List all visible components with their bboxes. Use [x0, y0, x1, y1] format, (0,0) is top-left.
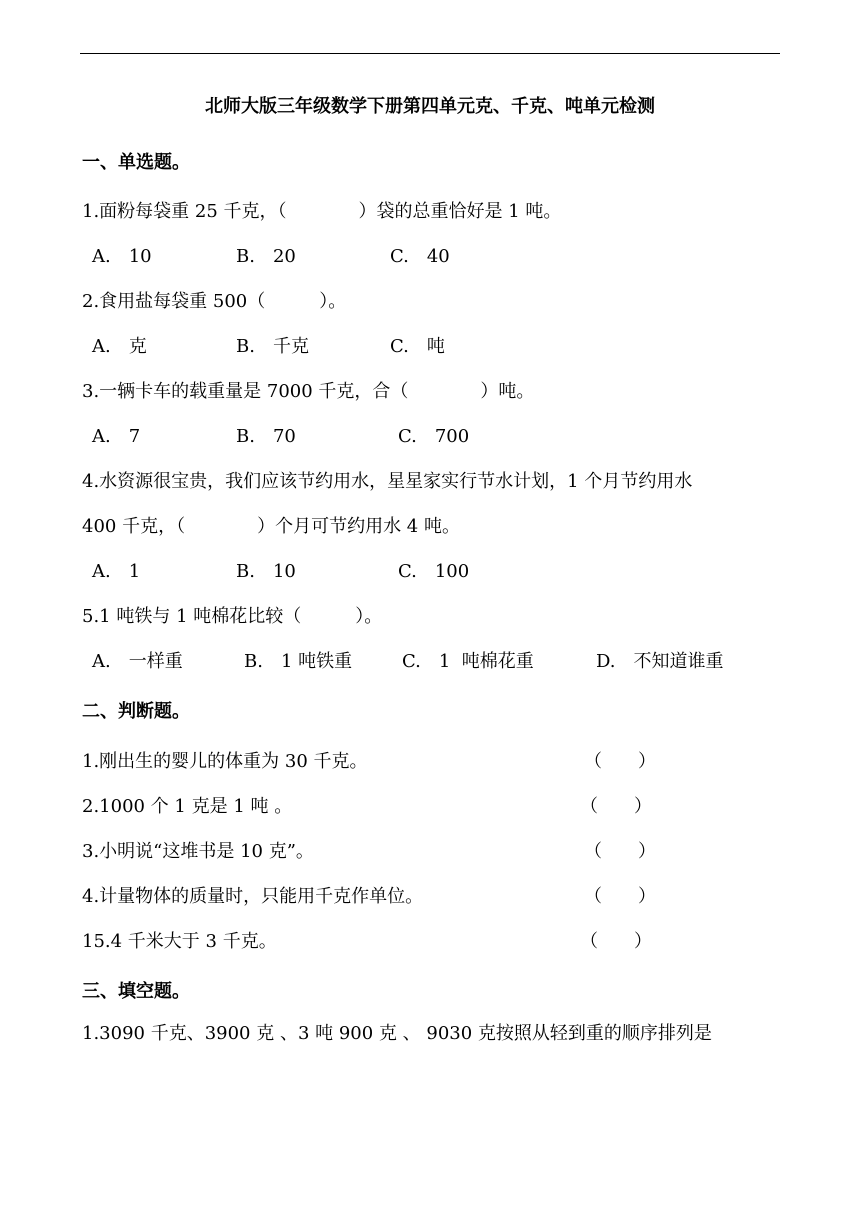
tf-question-2: 2.1000 个 1 克是 1 吨 。: [82, 796, 293, 817]
fill-question-1: 1.3090 千克、3900 克 、3 吨 900 克 、 9030 克按照从轻到重的顺序排列是: [82, 1023, 712, 1044]
mc1-option-a: A. 10: [92, 246, 152, 267]
mc1-option-c: C. 40: [390, 246, 450, 267]
section-single-choice: 一、单选题。: [82, 152, 190, 173]
mc3-option-a: A. 7: [92, 426, 141, 447]
mc4-option-a: A. 1: [92, 561, 141, 582]
mc4-option-b: B. 10: [236, 561, 296, 582]
tf2-answer-paren: （ ）: [580, 796, 652, 817]
mc1-option-b: B. 20: [236, 246, 296, 267]
header-rule: [80, 53, 780, 54]
page-title: 北师大版三年级数学下册第四单元克、千克、吨单元检测: [205, 96, 655, 117]
mc-question-4: 4.水资源很宝贵，我们应该节约用水，星星家实行节水计划，1 个月节约用水: [82, 471, 693, 492]
tf1-answer-paren: （ ）: [584, 751, 656, 772]
mc2-option-b: B. 千克: [236, 336, 309, 357]
mc2-option-c: C. 吨: [390, 336, 445, 357]
tf3-answer-paren: （ ）: [584, 841, 656, 862]
section-fill-blank: 三、填空题。: [82, 981, 190, 1002]
mc-question-2: 2.食用盐每袋重 500（ ）。: [82, 291, 347, 312]
tf-question-5: 15.4 千米大于 3 千克。: [82, 931, 277, 952]
section-true-false: 二、判断题。: [82, 701, 190, 722]
mc5-option-c: C. 1 吨棉花重: [402, 651, 534, 672]
mc2-option-a: A. 克: [92, 336, 147, 357]
mc-question-1: 1.面粉每袋重 25 千克，（ ）袋的总重恰好是 1 吨。: [82, 201, 562, 222]
mc3-option-b: B. 70: [236, 426, 296, 447]
mc3-option-c: C. 700: [398, 426, 470, 447]
mc-question-5: 5.1 吨铁与 1 吨棉花比较（ ）。: [82, 606, 383, 627]
tf-question-4: 4.计量物体的质量时，只能用千克作单位。: [82, 886, 424, 907]
tf4-answer-paren: （ ）: [584, 886, 656, 907]
mc5-option-d: D. 不知道谁重: [596, 651, 724, 672]
mc-question-3: 3.一辆卡车的载重量是 7000 千克，合（ ）吨。: [82, 381, 535, 402]
tf-question-3: 3.小明说“这堆书是 10 克”。: [82, 841, 314, 862]
mc4-option-c: C. 100: [398, 561, 470, 582]
tf5-answer-paren: （ ）: [580, 931, 652, 952]
mc5-option-a: A. 一样重: [92, 651, 183, 672]
mc5-option-b: B. 1 吨铁重: [244, 651, 353, 672]
mc-question-4-cont: 400 千克，（ ）个月可节约用水 4 吨。: [82, 516, 460, 537]
tf-question-1: 1.刚出生的婴儿的体重为 30 千克。: [82, 751, 368, 772]
